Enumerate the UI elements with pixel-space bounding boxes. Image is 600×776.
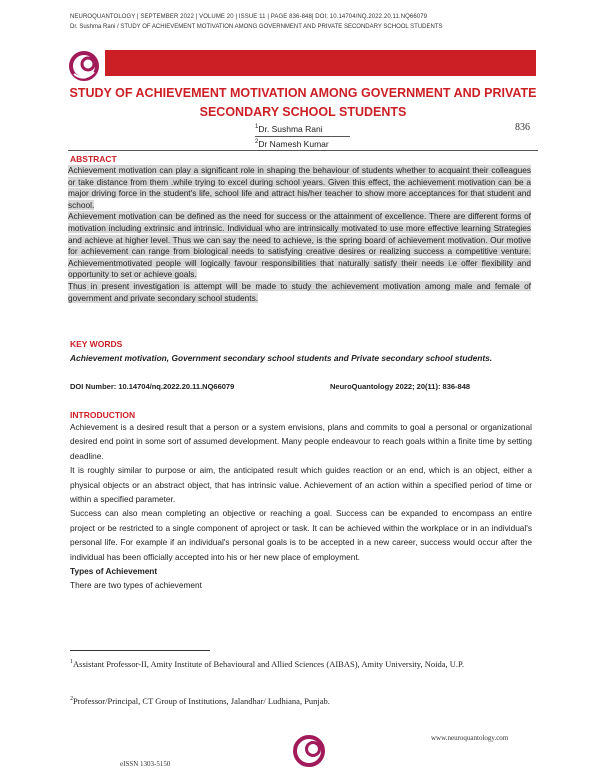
neuroquantology-logo-icon [66,48,102,84]
footnote-1: $^1$Assistant Professor-II, Amity Institute of Behavioural and Allied Sciences (AIBAS), Amity University, Noida, U.P. [70,658,464,669]
title-divider [68,150,538,151]
abstract-heading: ABSTRACT [70,154,117,164]
page-number: 836 [515,122,530,133]
footer-issn: eISSN 1303-5150 [120,760,171,768]
body-paragraph: Achievement is a desired result that a person or a system envisions, plans and commits to goal a personal or organizational desired end point in some sort of assumed development. Many people endeavour to reach goals within a finite time by setting deadline. [70,422,532,461]
body-paragraph: There are two types of achievement [70,580,202,591]
footer-logo-icon [289,731,329,771]
abstract-body [68,165,531,304]
abstract-paragraph: Thus in present investigation is attempt will be made to study the achievement motivation among male and female of government and private secondary school students. [68,280,531,303]
keywords-text: Achievement motivation, Government secondary school students and Private secondary school students. [70,353,493,363]
body-paragraph: Success can also mean completing an objective or reaching a goal. Success can be expanded to encompass an entire project or be restricted to a single component of aproject or task. It can be achieved within the workplace or in an individual's personal life. For example if an individual's personal goals is to be accepted in a new career, success would occur after the individual has been officially accepted into his or her new place of employment. [70,508,532,562]
author-2: $^2$Dr Namesh Kumar [255,139,329,149]
keywords-heading: KEY WORDS [70,339,123,349]
footer-url: www.neuroquantology.com [431,734,509,742]
header-red-bar [105,50,536,76]
running-header-citation: NEUROQUANTOLOGY | SEPTEMBER 2022 | VOLUME 20 | ISSUE 11 | PAGE 836-848| DOI: 10.14704/NQ.2022.20.11.NQ66079 [70,14,428,20]
introduction-heading: INTRODUCTION [70,410,136,420]
abstract-paragraph: Achievement motivation can play a significant role in shaping the behaviour of students whether to acquaint their colleagues or take distance from them .while trying to excel during school years. Given this effect, the achievement motivation can be a major driving force in the student's life, school life and attract his/her teacher to show more acceptances for that student and school. [68,165,531,210]
citation-line: NeuroQuantology 2022; 20(11): 836-848 [330,382,471,391]
subheading-types: Types of Achievement [70,566,158,577]
footnote-2: $^2$Professor/Principal, CT Group of Institutions, Jalandhar/ Ludhiana, Punjab. [70,695,330,706]
running-header-title: Dr. Sushma Rani / STUDY OF ACHIEVEMENT MOTIVATION AMONG GOVERNMENT AND PRIVATE SECONDARY SCHOOL STUDENTS [70,24,443,30]
author-1: $^1$Dr. Sushma Rani [255,124,323,134]
body-paragraph: It is roughly similar to purpose or aim, the anticipated result which guides reaction or an end, which is an object, either a physical objects or an abstract object, that has intrinsic value. Achievement of an action within a specified period of time or within a specified parameter. [70,465,532,505]
author-divider [255,136,350,137]
doi-line: DOI Number: 10.14704/nq.2022.20.11.NQ66079 [70,382,235,391]
paper-title: STUDY OF ACHIEVEMENT MOTIVATION AMONG GOVERNMENT AND PRIVATE SECONDARY SCHOOL STUDENTS [69,86,537,119]
footnote-divider [70,650,210,651]
abstract-paragraph: Achievement motivation can be defined as the need for success or the attainment of excellence. There are different forms of motivation including extrinsic and intrinsic. Individual who are intrinsically motivated to use more effective learning Strategies and achieve at higher level. Thus we can say the need to achieve, is the spring board of achievement motivation. Our motive for achievement can range from biological needs to satisfying creative desires or realizing success a competitive venture. Achievementmotivated people will logically favour responsibilities that naturally satisfy their needs i.e offer flexibility and opportunity to set or achieve goals. [68,211,531,280]
introduction-body [70,420,532,593]
